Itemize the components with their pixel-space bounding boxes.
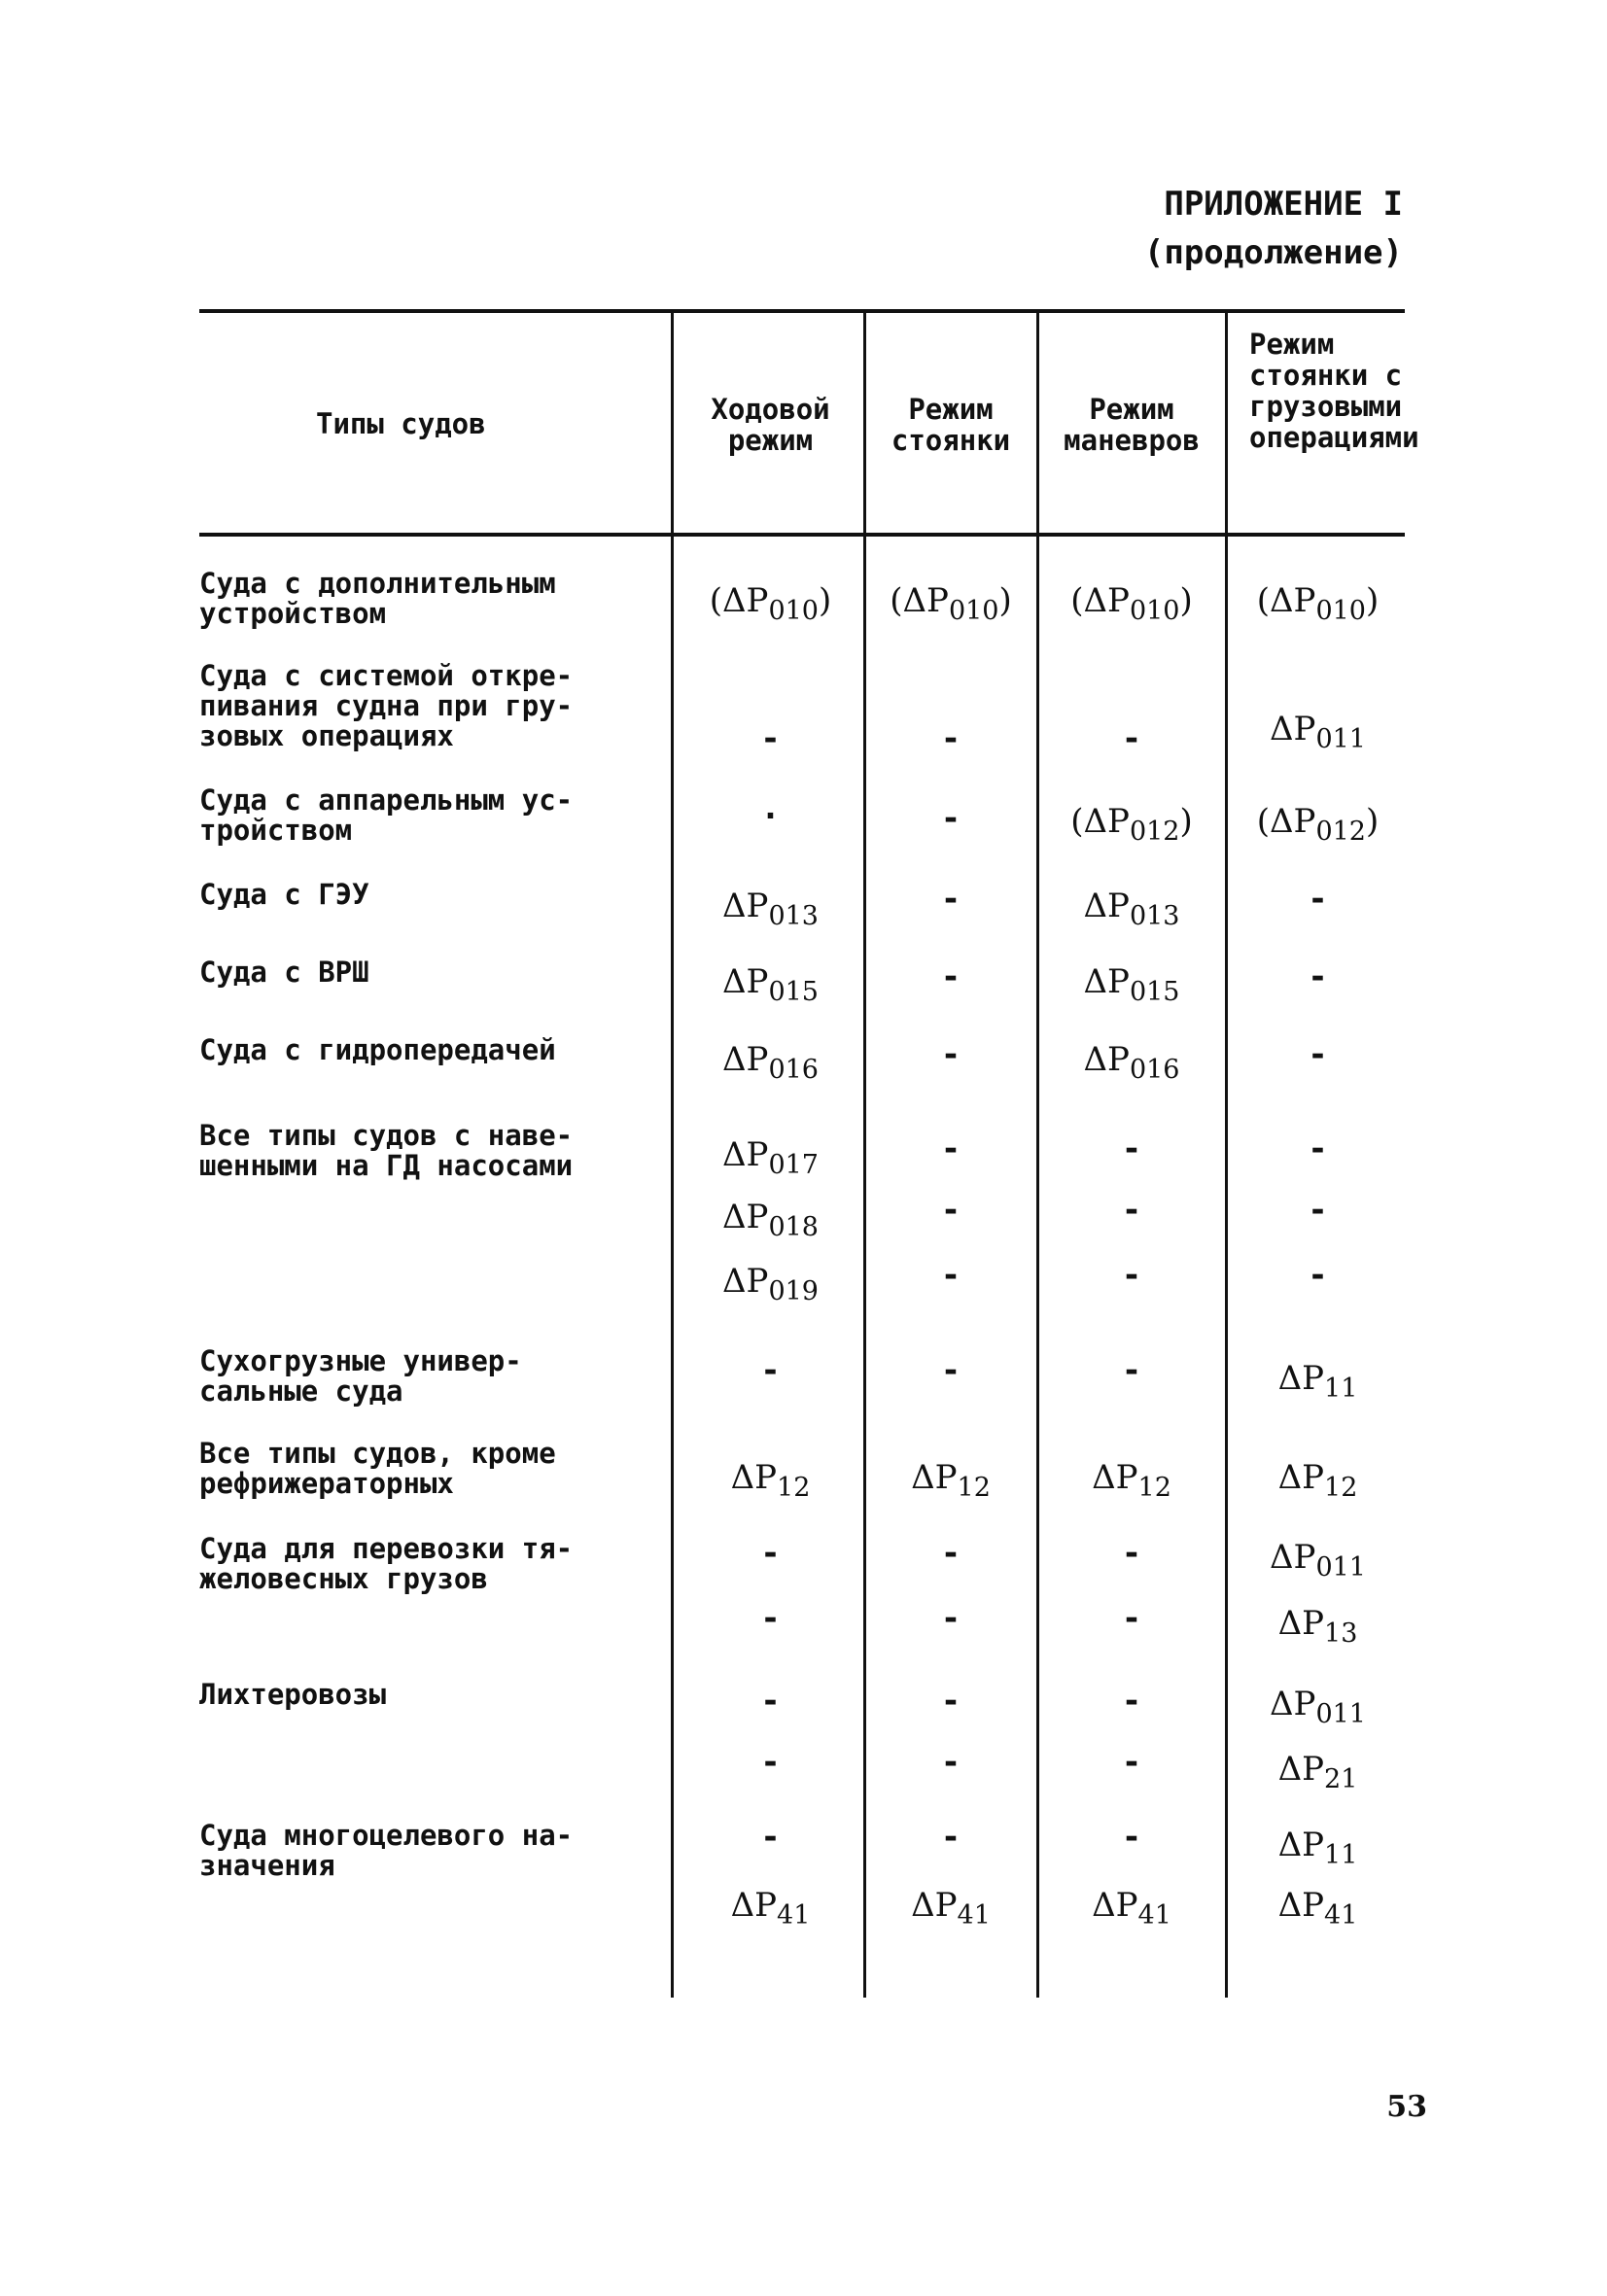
table-cell: -	[1308, 1256, 1328, 1295]
table-cell: -	[1308, 880, 1328, 919]
table-cell: -	[940, 1534, 961, 1573]
table-cell: $\Delta P_{018}$	[722, 1198, 819, 1242]
table-cell: $\Delta P_{013}$	[722, 887, 819, 931]
header-running-mode: Ходовой режим	[711, 393, 830, 457]
table-cell: -	[1121, 1130, 1142, 1168]
appendix-heading	[1144, 180, 1403, 277]
row-label: Все типы судов, кроме рефрижераторных	[199, 1437, 556, 1500]
header-cargo-operations-mode: Режим стоянки с грузовыми операциями	[1249, 328, 1419, 454]
table-cell: -	[940, 1035, 961, 1074]
table-cell: -	[1308, 1130, 1328, 1168]
header-maneuver-mode: Режим маневров	[1064, 393, 1200, 457]
table-cell: -	[940, 1743, 961, 1782]
table-cell: $(\Delta P_{010})$	[1256, 581, 1380, 626]
row-label: Суда многоцелевого на- значения	[199, 1819, 574, 1882]
table-cell: -	[760, 1351, 781, 1390]
table-cell: $\Delta P_{11}$	[1277, 1359, 1358, 1404]
table-cell: $\Delta P_{12}$	[730, 1458, 811, 1503]
table-cell: -	[940, 1351, 961, 1390]
table-cell: $(\Delta P_{012})$	[1256, 802, 1380, 847]
table-cell: -	[760, 1743, 781, 1782]
table-cell: $(\Delta P_{010})$	[890, 581, 1012, 626]
table-cell: $\Delta P_{41}$	[1092, 1886, 1171, 1931]
table-cell: -	[760, 1818, 781, 1857]
table-cell: -	[940, 1130, 961, 1168]
table-cell: -	[940, 1599, 961, 1638]
table-cell: $(\Delta P_{010})$	[1070, 581, 1193, 626]
table-cell: -	[1121, 1191, 1142, 1230]
table-cell: -	[1121, 1534, 1142, 1573]
table-cell: -	[1121, 1599, 1142, 1638]
row-label: Все типы судов с наве- шенными на ГД насосами	[199, 1119, 574, 1182]
column-divider	[1225, 311, 1228, 1998]
table-cell: -	[940, 1682, 961, 1721]
table-cell: $\Delta P_{13}$	[1277, 1604, 1358, 1649]
table-cell: -	[940, 719, 961, 758]
table-cell: -	[940, 799, 961, 838]
table-cell: -	[760, 1599, 781, 1638]
row-label: Суда с аппарельным ус- тройством	[199, 783, 574, 847]
table-cell: -	[1121, 1682, 1142, 1721]
table-cell: -	[1121, 719, 1142, 758]
page-number: 53	[1386, 2090, 1427, 2124]
table-top-rule	[199, 309, 1405, 313]
table-cell: -	[940, 1818, 961, 1857]
table-cell: $\Delta P_{41}$	[911, 1886, 991, 1931]
table-cell: $\Delta P_{12}$	[911, 1458, 991, 1503]
column-divider	[863, 311, 866, 1998]
table-cell: $\Delta P_{41}$	[1277, 1886, 1358, 1931]
table-cell: -	[1308, 1191, 1328, 1230]
appendix-title: ПРИЛОЖЕНИЕ I	[1164, 185, 1403, 224]
table-cell: $\Delta P_{013}$	[1083, 887, 1180, 931]
table-header-rule	[199, 533, 1405, 537]
column-divider	[671, 311, 674, 1998]
table-cell: -	[1308, 1035, 1328, 1074]
appendix-subtitle: (продолжение)	[1143, 233, 1403, 272]
table-cell: -	[1308, 957, 1328, 996]
table-cell: $\Delta P_{11}$	[1277, 1826, 1358, 1870]
table-cell: -	[1121, 1743, 1142, 1782]
table-cell: -	[1121, 1256, 1142, 1295]
table-cell: $\Delta P_{015}$	[722, 962, 819, 1007]
table-cell: $\Delta P_{015}$	[1083, 962, 1180, 1007]
row-label: Суда для перевозки тя- желовесных грузов	[199, 1532, 574, 1595]
row-label: Суда с гидропередачей	[199, 1033, 556, 1066]
table-cell: $\Delta P_{016}$	[1083, 1040, 1180, 1085]
table-cell: -	[760, 1682, 781, 1721]
row-label: Суда с системой откре- пивания судна при гру- зовых операциях	[199, 659, 574, 752]
table-cell: $\Delta P_{21}$	[1277, 1750, 1358, 1794]
table-cell: -	[1121, 1351, 1142, 1390]
table-cell: $\Delta P_{016}$	[722, 1040, 819, 1085]
table-cell: $(\Delta P_{012})$	[1070, 802, 1193, 847]
table-cell: $\Delta P_{017}$	[722, 1135, 819, 1180]
table-cell: -	[1121, 1818, 1142, 1857]
row-label: Суда с дополнительным устройством	[199, 567, 556, 630]
table-cell: $\Delta P_{011}$	[1270, 1685, 1366, 1729]
row-label: Лихтеровозы	[199, 1678, 387, 1711]
row-label: Суда с ГЭУ	[199, 878, 369, 911]
table-cell: $\Delta P_{011}$	[1270, 1538, 1366, 1583]
table-cell: -	[760, 719, 781, 758]
table-cell: -	[760, 1534, 781, 1573]
table-cell: $(\Delta P_{010})$	[709, 581, 832, 626]
row-label: Сухогрузные универ- сальные суда	[199, 1344, 522, 1408]
column-divider	[1036, 311, 1039, 1998]
header-parking-mode: Режим стоянки	[891, 393, 1011, 457]
table-cell: -	[940, 957, 961, 996]
table-cell: -	[940, 1191, 961, 1230]
table-cell: -	[940, 880, 961, 919]
table-cell: $\Delta P_{41}$	[730, 1886, 811, 1931]
table-cell: $\Delta P_{011}$	[1270, 710, 1366, 754]
table-cell: ·	[760, 797, 781, 836]
row-label: Суда с ВРШ	[199, 956, 369, 989]
table-cell: $\Delta P_{12}$	[1092, 1458, 1171, 1503]
table-cell: $\Delta P_{12}$	[1277, 1458, 1358, 1503]
table-cell: -	[940, 1256, 961, 1295]
header-ship-types: Типы судов	[316, 407, 486, 440]
table-cell: $\Delta P_{019}$	[722, 1262, 819, 1306]
